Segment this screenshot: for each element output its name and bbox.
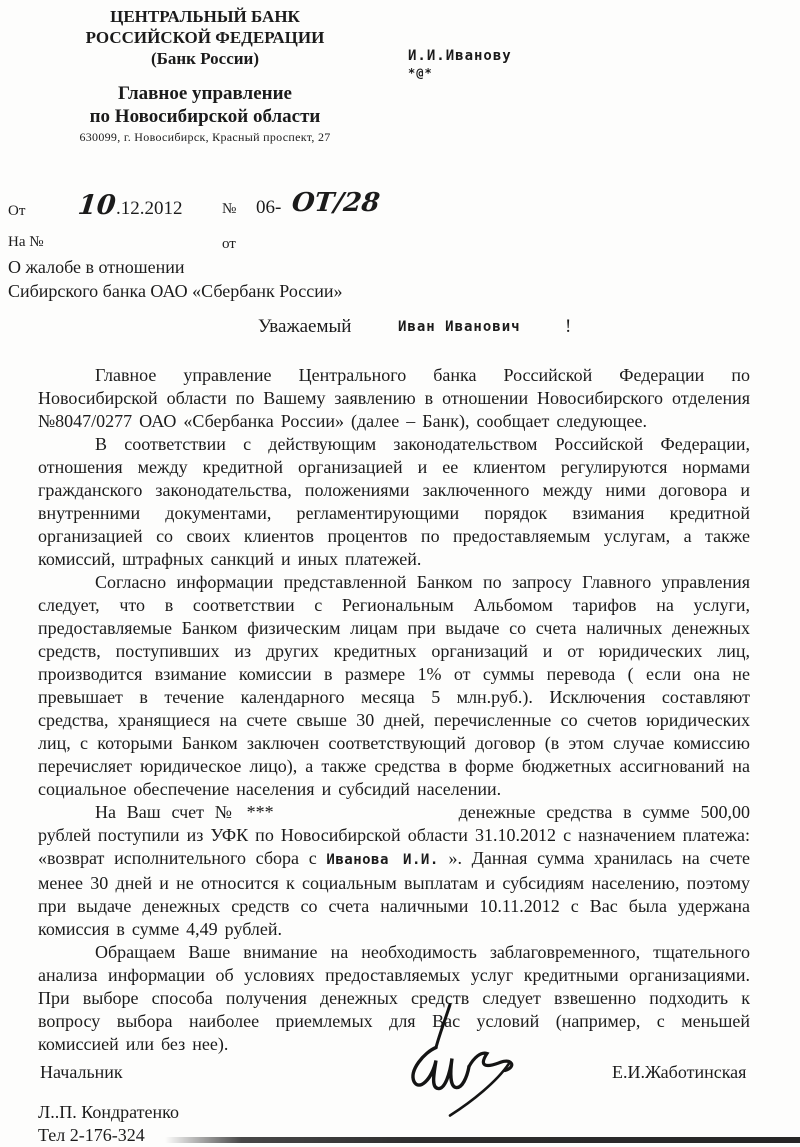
ref-number-label: № bbox=[222, 201, 237, 217]
body-paragraph-5: Обращаем Ваше внимание на необходимость заблаговременного, тщательного анализа информации об условиях предоставляемых услуг кредитными организациями. При выборе способа получения денежных средств следует взвешенно подходить к вопросу выбора наиболее приемлемых для Вас условий (например, с меньшей комиссией или без нее). bbox=[38, 942, 750, 1054]
letterhead-division-block bbox=[40, 82, 370, 145]
executor-block bbox=[38, 1101, 179, 1147]
executor-phone: Тел 2-176-324 bbox=[38, 1125, 145, 1145]
ref-date-printed: .12.2012 bbox=[116, 198, 183, 219]
ref-date-handwritten: 10 bbox=[76, 190, 118, 221]
org-name-line3: (Банк России) bbox=[150, 49, 260, 68]
ref-from-label: От bbox=[8, 203, 26, 219]
subject-line2: Сибирского банка ОАО «Сбербанк России» bbox=[8, 281, 343, 301]
handwritten-signature bbox=[388, 998, 523, 1123]
subject-block bbox=[8, 255, 343, 303]
scan-artifact-bar bbox=[165, 1137, 800, 1143]
ref-reply-from-label: от bbox=[222, 236, 236, 252]
body-paragraph-1: Главное управление Центрального банка Российской Федерации по Новосибирской области по Вашему заявлению в отношении Новосибирского отделения №8047/0277 ОАО «Сбербанка России» (далее – Банк), сообщает следующее. bbox=[38, 365, 750, 431]
ref-number-printed: 06- bbox=[256, 197, 282, 218]
p4-account-segment: На Ваш счет № *** bbox=[95, 802, 274, 822]
p4-text-segment: денежные средства в сумме 500,00 рублей поступили из УФК по Новосибирской области 31.10.2012 с назначением платежа: «возврат исполнительного сбора с bbox=[38, 802, 750, 868]
ref-reply-to-label: На № bbox=[8, 234, 44, 250]
org-name-line1: ЦЕНТРАЛЬНЫЙ БАНК bbox=[110, 7, 300, 26]
body-paragraph-4 bbox=[38, 801, 750, 941]
p4-masked-name: Иванова И.И. bbox=[326, 852, 439, 868]
salutation-punctuation: ! bbox=[565, 316, 572, 337]
body-paragraph-3: Согласно информации представленной Банком по запросу Главного управления следует, что в соответствии с Региональным Альбомом тарифов на услуги, предоставляемые Банком физическим лицам при выдаче со счета наличных денежных средств, поступивших из других кредитных организаций и от юридических лиц, производится взимание комиссии в размере 1% от суммы перевода ( если она не превышает в течение календарного месяца 5 млн.руб.). Исключения составляют средства, хранящиеся на счете свыше 30 дней, перечисленные со счетов юридических лиц, с которыми Банком заключен соответствующий договор (в этом случае комиссию перечисляет юридическое лицо), а также средства в форме бюджетных ассигнований на социальное обеспечение населения и субсидий населении. bbox=[38, 572, 750, 799]
division-line2: по Новосибирской области bbox=[89, 106, 321, 127]
salutation-name: Иван Иванович bbox=[398, 319, 521, 335]
salutation-greeting: Уважаемый bbox=[258, 316, 352, 337]
signoff-name: Е.И.Жаботинская bbox=[612, 1062, 747, 1082]
signoff-position-title: Начальник bbox=[40, 1062, 123, 1082]
addressee-masked-address: *@* bbox=[408, 66, 433, 80]
subject-line1: О жалобе в отношении bbox=[8, 257, 185, 277]
letter-body bbox=[38, 364, 750, 1056]
division-address: 630099, г. Новосибирск, Красный проспект, 27 bbox=[79, 130, 331, 144]
letterhead-org-block bbox=[40, 6, 370, 69]
addressee-name: И.И.Иванову bbox=[408, 48, 512, 64]
body-paragraph-2: В соответствии с действующим законодательством Российской Федерации, отношения между кредитной организацией и ее клиентом регулируются нормами гражданского законодательства, положениями заключенного между ними договора и внутренними документами, регламентирующими порядок взимания кредитной организацией со своих клиентов процентов по предоставляемым услугам, а также комиссий, штрафных санкций и иных платежей. bbox=[38, 434, 750, 569]
addressee-block bbox=[408, 48, 512, 80]
p4-tail-segment: ». Данная сумма хранилась на счете менее 30 дней и не относится к социальным выплатам и субсидиям населению, поэтому при выдаче денежных средств со счета наличными 10.11.2012 с Вас была удержана комиссия в сумме 4,49 рублей. bbox=[38, 848, 750, 939]
division-line1: Главное управление bbox=[118, 83, 292, 104]
org-name-line2: РОССИЙСКОЙ ФЕДЕРАЦИИ bbox=[85, 28, 325, 47]
executor-name: Л..П. Кондратенко bbox=[38, 1102, 179, 1122]
ref-number-handwritten: ОТ/28 bbox=[290, 188, 382, 218]
